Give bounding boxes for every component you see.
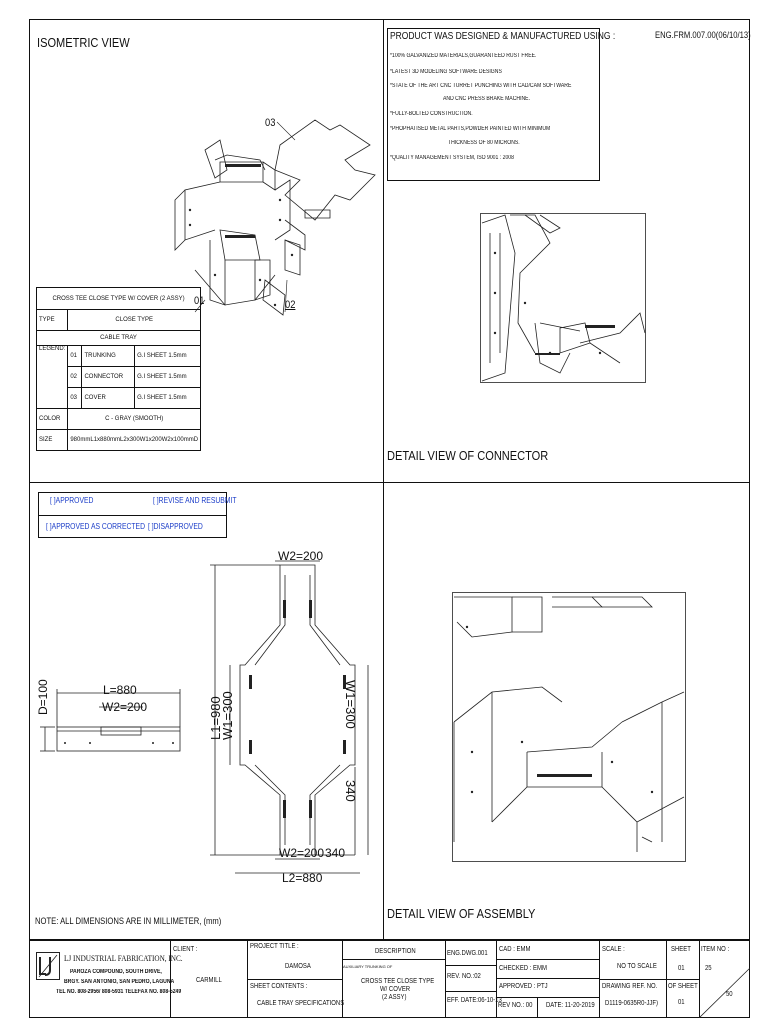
callout-01: 01 (194, 295, 205, 307)
legend-material: G.I SHEET 1.5mm (135, 346, 201, 367)
checked: CHECKED : EMM (499, 965, 547, 972)
eng-dwg: ENG.DWG.001 (447, 950, 488, 957)
legend-part: COVER (82, 388, 135, 409)
dim-l880: L=880 (103, 683, 137, 697)
connector-view-title: DETAIL VIEW OF CONNECTOR (387, 448, 549, 463)
dimension-note: NOTE: ALL DIMENSIONS ARE IN MILLIMETER, (mm) (35, 916, 222, 926)
description-line: (2 ASSY) (382, 994, 407, 1001)
type-label: TYPE (37, 310, 68, 331)
form-code: ENG.FRM.007.00(06/10/13) (655, 30, 751, 40)
of-sheet-value: 01 (678, 999, 685, 1006)
project-label: PROJECT TITLE : (250, 943, 299, 950)
connector-detail-drawing (480, 213, 646, 383)
description-divider (342, 959, 446, 960)
isometric-view-title: ISOMETRIC VIEW (37, 35, 130, 50)
dim-w2-side: W2=200 (102, 700, 148, 714)
product-line: AND CNC PRESS BRAKE MACHINE. (443, 96, 531, 102)
product-line: *FULLY-BOLTED CONSTRUCTION. (390, 111, 473, 117)
approved-by: APPROVED : PTJ (499, 983, 548, 990)
project-value: DAMOSA (285, 963, 311, 970)
rev-no: REV. NO.:02 (447, 973, 481, 980)
approval-divider (38, 515, 227, 516)
drawing-ref-label: DRAWING REF. NO. (602, 983, 658, 990)
eff-date-cell (445, 991, 497, 1018)
legend-no: 02 (68, 367, 82, 388)
color-label: COLOR (37, 409, 68, 430)
sheet-contents-label: SHEET CONTENTS : (250, 983, 308, 990)
callout-03: 03 (265, 117, 276, 129)
revise-resubmit-checkbox[interactable]: [ ]REVISE AND RESUBMIT (153, 496, 237, 505)
auxiliary-label: AUXILIARY TRUNKING OF (343, 964, 393, 969)
dim-w2-top: W2=200 (278, 549, 324, 563)
item-total: 50 (726, 991, 733, 998)
sheet-value: 01 (678, 965, 685, 972)
type-value: CLOSE TYPE (68, 310, 201, 331)
item-no-label: ITEM NO : (701, 946, 730, 953)
dim-l2: L2=880 (282, 871, 323, 885)
product-line: THICKNESS OF 80 MICRONS. (448, 140, 520, 146)
dim-340-bottom: 340 (325, 846, 346, 860)
product-line: *PHOPHATISED METAL PARTS,POWDER PAINTED WITH MINIMUM (390, 126, 551, 132)
product-line: *QUALITY MANAGEMENT SYSTEM, ISO 9001 : 2008 (390, 155, 514, 161)
disapproved-checkbox[interactable]: [ ]DISAPPROVED (148, 522, 203, 531)
drawing-ref-value: D1119-0635R0-JJF) (605, 1000, 659, 1007)
size-label: SIZE (37, 430, 68, 451)
product-line: *100% GALVANIZED MATERIALS,GUARANTEED RUST FREE. (390, 53, 537, 59)
description-label: DESCRIPTION (375, 948, 416, 955)
description-line: CROSS TEE CLOSE TYPE (361, 978, 435, 985)
dim-w1-right: W1=300 (343, 680, 358, 729)
dim-340-right: 340 (343, 780, 358, 802)
description-line: W/ COVER (380, 986, 411, 993)
company-telephone: TEL NO. 808-2956/ 808-5931 TELEFAX NO. 808-5249 (56, 989, 182, 995)
product-line: *STATE OF THE ART CNC TURRET PUNCHING WITH CAD/CAM SOFTWARE (390, 83, 572, 89)
item-no-value: 25 (705, 965, 712, 972)
horizontal-divider (29, 482, 750, 483)
legend-no: 01 (68, 346, 82, 367)
scale-value: NO TO SCALE (617, 963, 657, 970)
of-sheet-label: OF SHEET (668, 983, 698, 990)
legend-material: G.I SHEET 1.5mm (135, 367, 201, 388)
rev-no2: REV NO.: 00 (498, 1002, 533, 1009)
legend-no: 03 (68, 388, 82, 409)
eff-date: EFF. DATE:06-10-13 (447, 997, 502, 1004)
client-value: CARMILL (196, 977, 222, 984)
sheet-label: SHEET (671, 946, 691, 953)
company-address: BRGY. SAN ANTONIO, SAN PEDRO, LAGUNA (64, 979, 175, 985)
approved-checkbox[interactable]: [ ]APPROVED (50, 496, 94, 505)
spec-table (36, 287, 201, 451)
size-value: 980mmL1x880mmL2x300W1x200W2x100mmD (68, 430, 201, 451)
scale-label: SCALE : (602, 946, 625, 953)
company-name: LJ INDUSTRIAL FABRICATION, INC. (64, 954, 183, 963)
side-elevation-drawing (35, 685, 185, 765)
date: DATE: 11-20-2019 (546, 1002, 595, 1009)
assembly-view-title: DETAIL VIEW OF ASSEMBLY (387, 906, 536, 921)
legend-part: CONNECTOR (82, 367, 135, 388)
legend-material: G.I SHEET 1.5mm (135, 388, 201, 409)
approved-as-corrected-checkbox[interactable]: [ ]APPROVED AS CORRECTED (46, 522, 145, 531)
product-line: *LATEST 3D MODELING SOFTWARE DESIGNS (390, 69, 502, 75)
callout-02: 02 (285, 299, 296, 311)
spec-title: CROSS TEE CLOSE TYPE W/ COVER (2 ASSY) (37, 288, 201, 310)
cad: CAD : EMM (499, 946, 531, 953)
dim-l1: L1=980 (208, 696, 223, 740)
color-value: C - GRAY (SMOOTH) (68, 409, 201, 430)
client-label: CLIENT : (173, 946, 198, 953)
dim-d100: D=100 (36, 679, 50, 715)
assembly-detail-drawing (452, 592, 686, 862)
company-logo (36, 952, 60, 980)
dim-w2-bottom: W2=200 (279, 846, 325, 860)
company-address: PAROZA COMPOUND, SOUTH DRIVE, (70, 969, 162, 975)
category-value: CABLE TRAY (37, 331, 201, 346)
dim-w1-left: W1=300 (220, 691, 235, 740)
legend-label: LEGEND: (37, 346, 68, 409)
legend-part: TRUNKING (82, 346, 135, 367)
sheet-contents-value: CABLE TRAY SPECIFICATIONS (257, 1000, 345, 1007)
product-heading: PRODUCT WAS DESIGNED & MANUFACTURED USING : (390, 31, 616, 42)
